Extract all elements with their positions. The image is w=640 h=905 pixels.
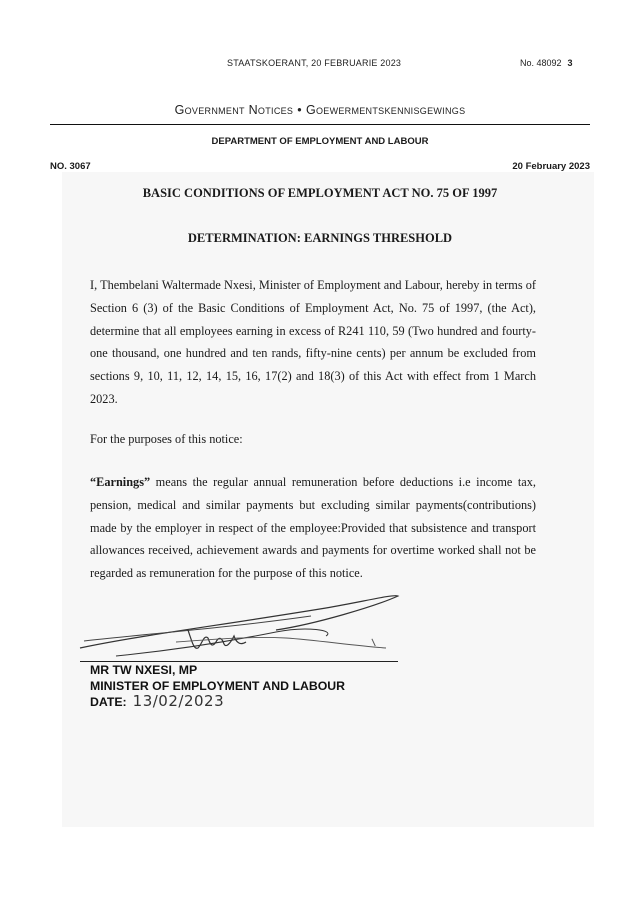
heading-rule <box>50 124 590 125</box>
determination-paragraph: I, Thembelani Waltermade Nxesi, Minister of Employment and Labour, hereby in terms of Section 6 (3) of the Basic Conditions of Employment Act, No. 75 of 1997, (the Act), determine that all employees earning in excess of R241 110, 59 (Two hundred and fourty-one thousand, one hundred and ten rands, fifty-nine cents) per annum be excluded from sections 9, 10, 11, 12, 14, 15, 16, 17(2) and 18(3) of this Act with effect from 1 March 2023. <box>90 278 536 406</box>
gazette-title: STAATSKOERANT, 20 FEBRUARIE 2023 <box>227 58 402 68</box>
handwritten-date: 13/02/2023 <box>132 692 225 710</box>
handwritten-signature <box>76 586 406 666</box>
section-heading-english: Government Notices <box>174 103 294 117</box>
notice-number: NO. 3067 <box>50 161 91 172</box>
determination-title: DETERMINATION: EARNINGS THRESHOLD <box>187 231 453 245</box>
bullet-separator: • <box>297 103 302 117</box>
signature-line <box>80 661 398 662</box>
signatory-title: MINISTER OF EMPLOYMENT AND LABOUR <box>90 678 346 693</box>
department-name: DEPARTMENT OF EMPLOYMENT AND LABOUR <box>211 136 429 147</box>
purposes-paragraph: For the purposes of this notice: <box>90 432 243 446</box>
earnings-term: “Earnings” <box>90 475 151 489</box>
section-heading <box>0 103 640 117</box>
section-heading-afrikaans: Goewermentskennisgewings <box>305 103 466 117</box>
issue-number: No. 48092 <box>520 58 562 68</box>
page-number: 3 <box>567 58 573 68</box>
earnings-definition-paragraph <box>90 471 536 585</box>
signatory-date-row <box>90 694 345 711</box>
signatory-name: MR TW NXESI, MP <box>90 663 198 677</box>
date-label: DATE: <box>90 695 127 709</box>
gazette-issue <box>520 58 573 68</box>
act-title: BASIC CONDITIONS OF EMPLOYMENT ACT NO. 75 OF 1997 <box>142 186 498 200</box>
notice-date: 20 February 2023 <box>512 161 590 172</box>
earnings-definition-text: means the regular annual remuneration before deductions i.e income tax, pension, medical and similar payments but excluding similar payments(contributions) made by the employer in respect of the employee:Provided that subsistence and transport allowances received, achievement awards and payments for overtime worked shall not be regarded as remuneration for the purpose of this notice. <box>90 475 536 581</box>
signatory-block <box>90 663 345 711</box>
